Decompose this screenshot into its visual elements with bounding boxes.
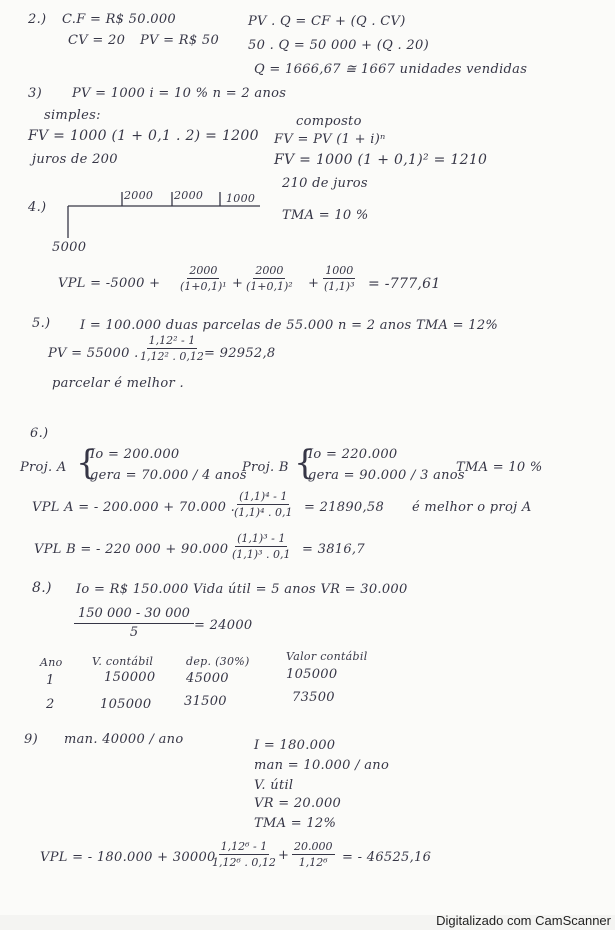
- q3-simple-fv: FV = 1000 (1 + 0,1 . 2) = 1200: [28, 128, 259, 144]
- q2-equation-2: 50 . Q = 50 000 + (Q . 20): [248, 38, 429, 53]
- q6-tma: TMA = 10 %: [456, 460, 543, 475]
- q6-a-investment: Io = 200.000: [90, 447, 180, 462]
- q4-plus-1: +: [232, 276, 244, 291]
- q6-b-cashflow: gera = 90.000 / 3 anos: [308, 468, 465, 483]
- q4-tma: TMA = 10 %: [282, 208, 369, 223]
- q8-th-valor: Valor contábil: [286, 650, 368, 663]
- q6-vpla-result: = 21890,58: [304, 500, 385, 515]
- q8-r1-contabil: 150000: [104, 670, 156, 685]
- q4-flow-3: 1000: [226, 192, 256, 205]
- q4-flow-2: 2000: [174, 189, 204, 202]
- q4-term-1: $\frac{2000}{\text{(1+0,1)¹}}$: [180, 264, 227, 293]
- q4-initial-investment: 5000: [52, 240, 87, 255]
- q8-dep-result: = 24000: [194, 618, 253, 633]
- q8-th-dep: dep. (30%): [186, 655, 250, 668]
- q8-r1-dep: 45000: [186, 671, 229, 686]
- q3-simple-interest: juros de 200: [32, 152, 118, 167]
- q6-b-investment: Io = 220.000: [308, 447, 398, 462]
- q9-residual-term: $\frac{20.000}{\text{1,12⁶}}$: [294, 840, 333, 869]
- q8-r2-dep: 31500: [184, 694, 227, 709]
- q2-price: PV = R$ 50: [140, 33, 220, 48]
- q2-equation-3: Q = 1666,67 ≅ 1667 unidades vendidas: [254, 62, 528, 77]
- q4-vpl-result: = -777,61: [368, 276, 441, 292]
- q2-fixed-cost: C.F = R$ 50.000: [62, 12, 176, 27]
- q6-proj-a: Proj. A: [20, 460, 67, 475]
- q8-th-contabil: V. contábil: [92, 655, 154, 668]
- q6-vpla-note: é melhor o proj A: [412, 500, 532, 515]
- q6-brace-b: {: [294, 443, 316, 483]
- q8-th-ano: Ano: [40, 656, 63, 669]
- q9-plus: +: [278, 848, 290, 863]
- q8-label: 8.): [32, 580, 52, 596]
- q8-r2-valor: 73500: [292, 690, 335, 705]
- q3-simple-title: simples:: [44, 108, 101, 123]
- q5-label: 5.): [32, 316, 51, 331]
- q6-proj-b: Proj. B: [242, 460, 289, 475]
- q6-brace-a: {: [76, 443, 98, 483]
- q3-compound-title: composto: [296, 114, 362, 129]
- q6-vplb-start: VPL B = - 220 000 + 90.000: [34, 542, 229, 557]
- q4-plus-2: +: [308, 276, 320, 291]
- q5-conclusion: parcelar é melhor .: [52, 376, 184, 391]
- q6-vpla-start: VPL A = - 200.000 + 70.000 .: [32, 500, 236, 515]
- q6-a-cashflow: gera = 70.000 / 4 anos: [90, 468, 247, 483]
- q5-pv-result: = 92952,8: [204, 346, 276, 361]
- q8-r1-valor: 105000: [286, 667, 338, 682]
- q4-vpl-start: VPL = -5000 +: [58, 276, 161, 291]
- q6-b-factor: $\frac{\text{(1,1)³ - 1}}{\text{(1,1)³ . 0,1}}$: [232, 532, 291, 561]
- q9-detail-investment: I = 180.000: [254, 738, 336, 753]
- q2-label: 2.): [28, 12, 47, 27]
- q9-detail-vr: VR = 20.000: [254, 796, 342, 811]
- q9-detail-maintenance: man = 10.000 / ano: [254, 758, 390, 773]
- q9-maintenance-left: man. 40000 / ano: [64, 732, 184, 747]
- q9-label: 9): [24, 732, 38, 747]
- q9-vpl-result: = - 46525,16: [342, 850, 432, 865]
- q3-compound-formula: FV = PV (1 + i)ⁿ: [274, 132, 386, 147]
- q4-term-2: $\frac{2000}{\text{(1+0,1)²}}$: [246, 264, 293, 293]
- q9-detail-life: V. útil: [254, 778, 294, 793]
- q6-label: 6.): [30, 426, 49, 441]
- q5-pv-start: PV = 55000 .: [48, 346, 139, 361]
- q9-vpl-start: VPL = - 180.000 + 30000: [40, 850, 216, 865]
- q4-flow-1: 2000: [124, 189, 154, 202]
- q8-depreciation: $\frac{150 000 - 30 000}{5}$: [74, 606, 194, 640]
- scanner-watermark: Digitalizado com CamScanner: [436, 913, 611, 928]
- q3-given: PV = 1000 i = 10 % n = 2 anos: [72, 86, 287, 101]
- q8-r2-contabil: 105000: [100, 697, 152, 712]
- q2-variable-cost: CV = 20: [68, 33, 126, 48]
- q9-annuity-factor: $\frac{\text{1,12⁶ - 1}}{\text{1,12⁶ . 0,12}}$: [212, 840, 276, 869]
- q2-equation-1: PV . Q = CF + (Q . CV): [248, 14, 406, 29]
- q4-label: 4.): [28, 200, 47, 215]
- q3-compound-fv: FV = 1000 (1 + 0,1)² = 1210: [274, 152, 488, 168]
- q4-term-3: $\frac{1000}{\text{(1,1)³}}$: [324, 264, 355, 293]
- q9-detail-tma: TMA = 12%: [254, 816, 337, 831]
- q8-r1-ano: 1: [46, 673, 55, 688]
- q5-factor: $\frac{\text{1,12² - 1}}{\text{1,12² . 0,12}}$: [140, 334, 204, 363]
- q3-compound-interest: 210 de juros: [282, 176, 368, 191]
- q8-r2-ano: 2: [46, 697, 55, 712]
- q3-label: 3): [28, 86, 42, 101]
- q5-given: I = 100.000 duas parcelas de 55.000 n = 2 anos TMA = 12%: [80, 318, 499, 333]
- q6-a-factor: $\frac{\text{(1,1)⁴ - 1}}{\text{(1,1)⁴ . 0,1}}$: [234, 490, 293, 519]
- q8-given: Io = R$ 150.000 Vida útil = 5 anos VR = 30.000: [76, 582, 408, 597]
- q6-vplb-result: = 3816,7: [302, 542, 365, 557]
